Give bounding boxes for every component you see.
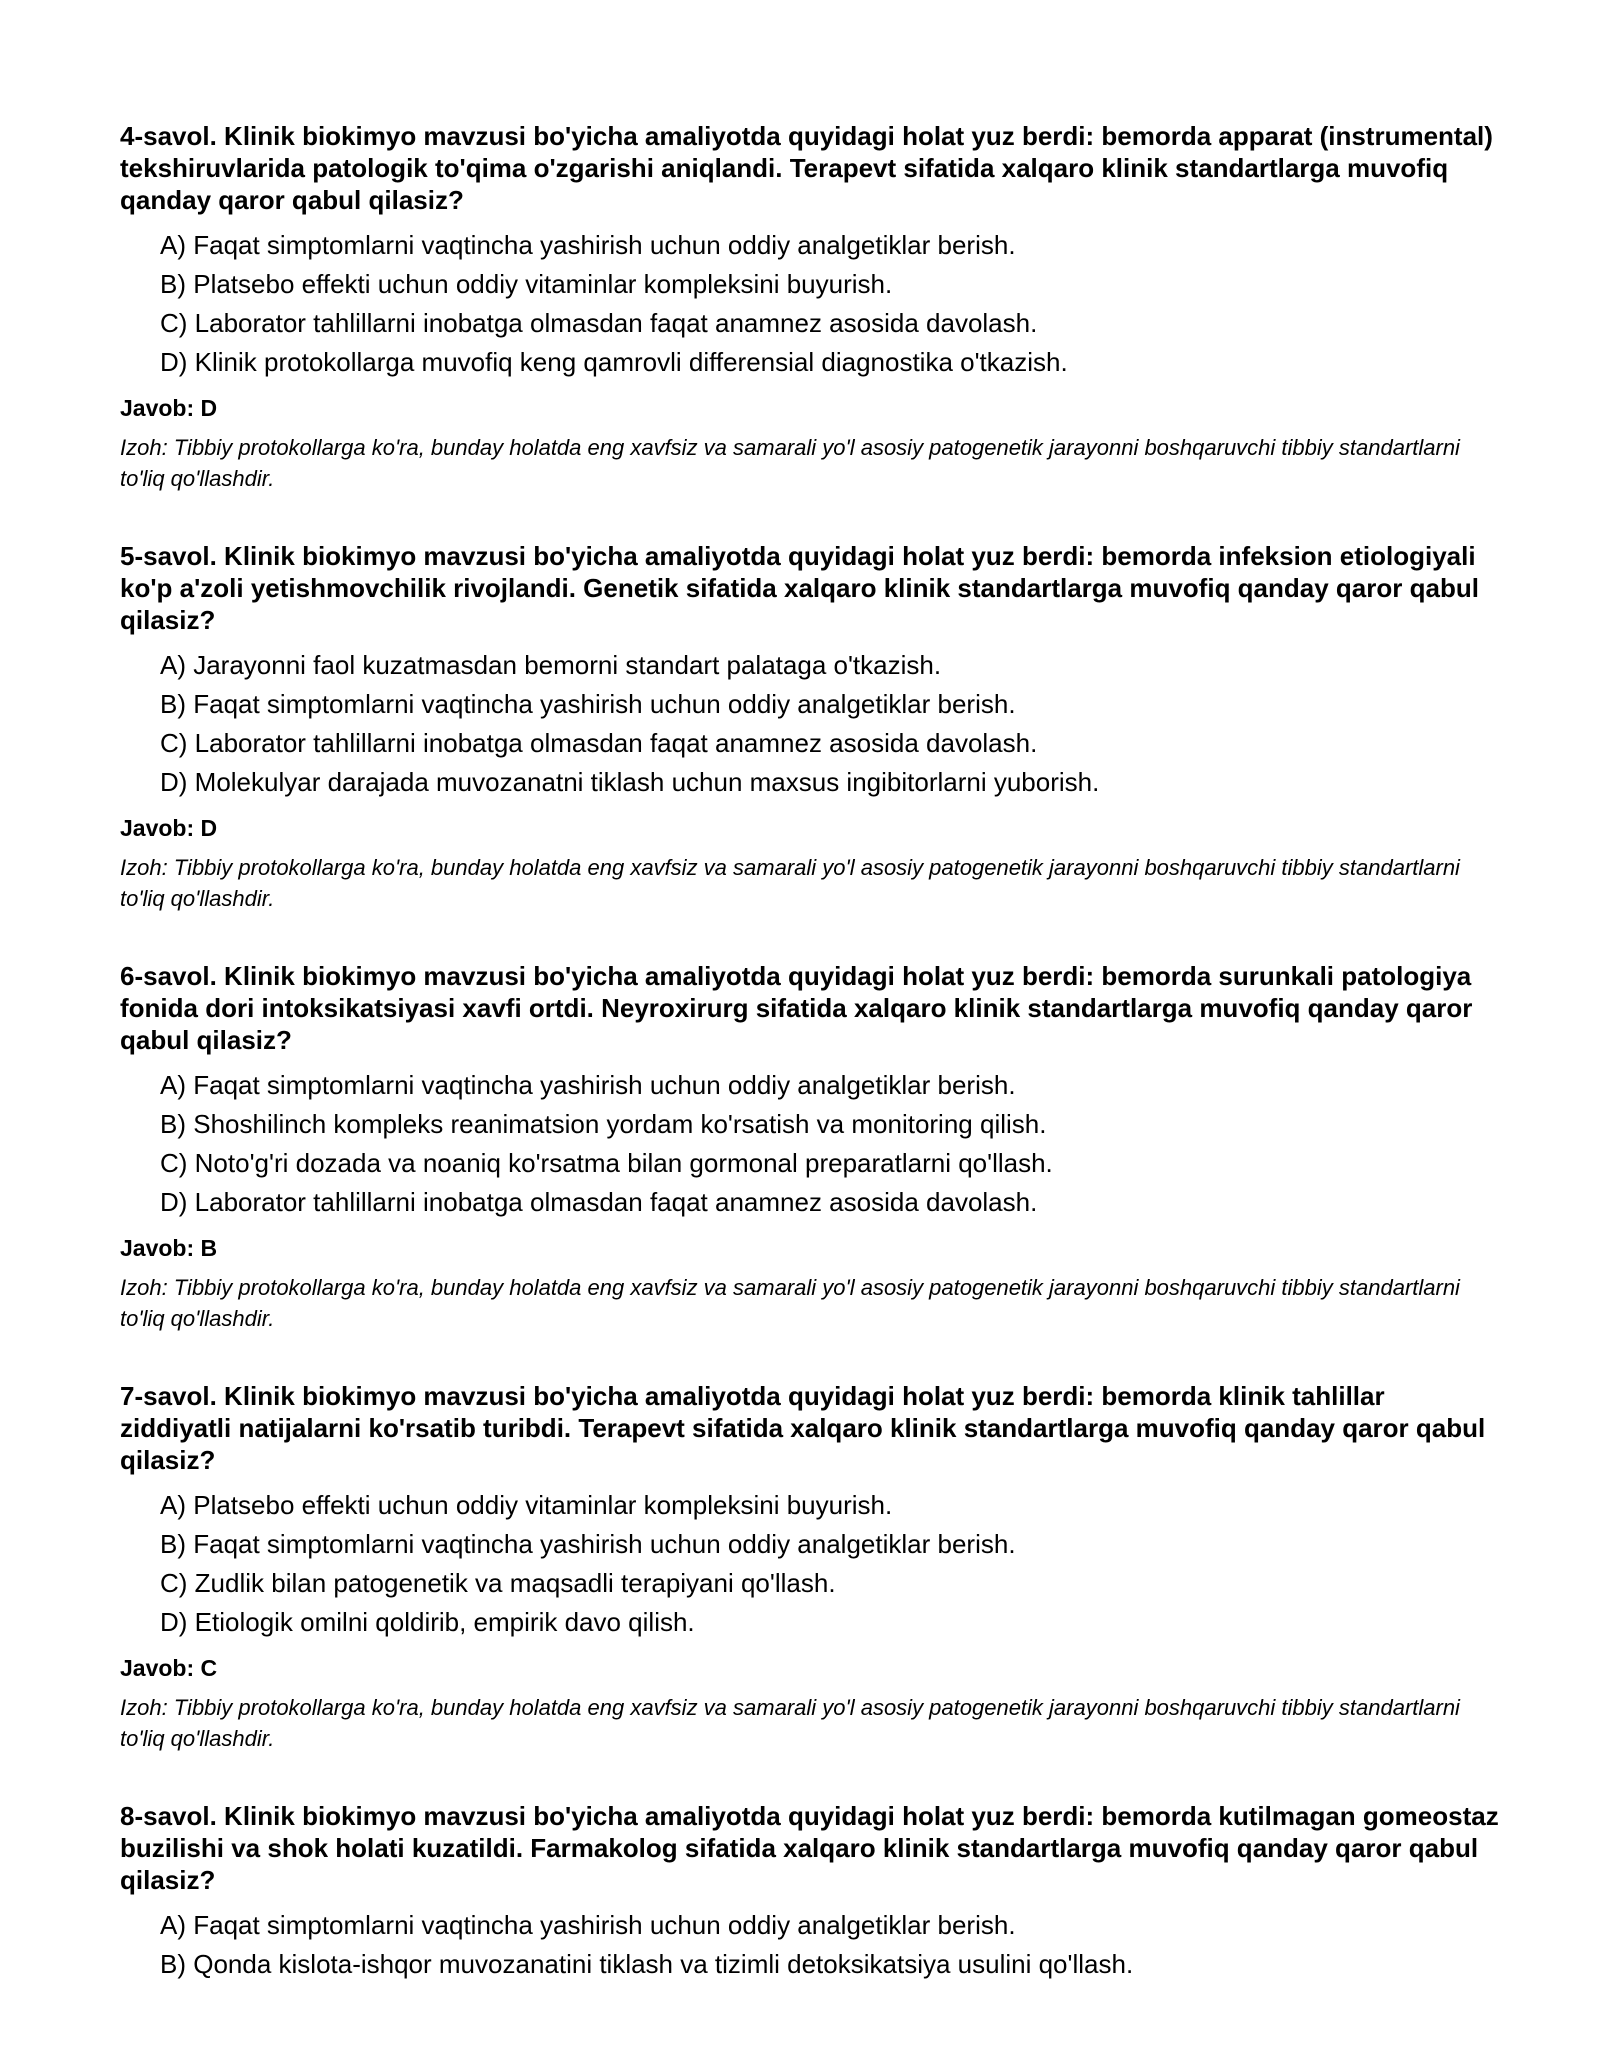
option-c: C) Laborator tahlillarni inobatga olmasdan faqat anamnez asosida davolash. (160, 728, 1038, 758)
option-c: C) Laborator tahlillarni inobatga olmasdan faqat anamnez asosida davolash. (160, 308, 1038, 338)
question-6 (120, 960, 1500, 1334)
question-title: 6-savol. Klinik biokimyo mavzusi bo'yicha amaliyotda quyidagi holat yuz berdi: bemorda surunkali patologiya fonida dori intoksikatsiyasi xavfi ortdi. Neyroxirurg sifatida xalqaro klinik standartlarga muvofiq qanday qaror qabul qilasiz? (120, 961, 1473, 1055)
explanation-note: Izoh: Tibbiy protokollarga ko'ra, bunday holatda eng xavfsiz va samarali yo'l asosiy patogenetik jarayonni boshqaruvchi tibbiy standartlarni to'liq qo'llashdir. (120, 855, 1460, 911)
option-b: B) Faqat simptomlarni vaqtincha yashirish uchun oddiy analgetiklar berish. (160, 689, 1016, 719)
option-b: B) Shoshilinch kompleks reanimatsion yordam ko'rsatish va monitoring qilish. (160, 1109, 1047, 1139)
option-c: C) Noto'g'ri dozada va noaniq ko'rsatma bilan gormonal preparatlarni qo'llash. (160, 1148, 1053, 1178)
option-a: A) Faqat simptomlarni vaqtincha yashirish uchun oddiy analgetiklar berish. (160, 1070, 1016, 1100)
answer-label: Javob: C (120, 1655, 218, 1681)
option-d: D) Klinik protokollarga muvofiq keng qamrovli differensial diagnostika o'tkazish. (160, 347, 1068, 377)
question-4 (120, 120, 1500, 494)
question-title: 8-savol. Klinik biokimyo mavzusi bo'yicha amaliyotda quyidagi holat yuz berdi: bemorda kutilmagan gomeostaz buzilishi va shok holati kuzatildi. Farmakolog sifatida xalqaro klinik standartlarga muvofiq qanday qaror qabul qilasiz? (120, 1801, 1499, 1895)
option-list (120, 226, 1500, 382)
explanation-note: Izoh: Tibbiy protokollarga ko'ra, bunday holatda eng xavfsiz va samarali yo'l asosiy patogenetik jarayonni boshqaruvchi tibbiy standartlarni to'liq qo'llashdir. (120, 435, 1460, 491)
option-list (120, 1066, 1500, 1222)
explanation-note: Izoh: Tibbiy protokollarga ko'ra, bunday holatda eng xavfsiz va samarali yo'l asosiy patogenetik jarayonni boshqaruvchi tibbiy standartlarni to'liq qo'llashdir. (120, 1275, 1460, 1331)
option-a: A) Platsebo effekti uchun oddiy vitaminlar kompleksini buyurish. (160, 1490, 893, 1520)
answer-label: Javob: B (120, 1235, 218, 1261)
option-a: A) Faqat simptomlarni vaqtincha yashirish uchun oddiy analgetiklar berish. (160, 230, 1016, 260)
explanation-note: Izoh: Tibbiy protokollarga ko'ra, bunday holatda eng xavfsiz va samarali yo'l asosiy patogenetik jarayonni boshqaruvchi tibbiy standartlarni to'liq qo'llashdir. (120, 1695, 1460, 1751)
question-8 (120, 1800, 1500, 1984)
option-a: A) Jarayonni faol kuzatmasdan bemorni standart palataga o'tkazish. (160, 650, 942, 680)
question-title: 5-savol. Klinik biokimyo mavzusi bo'yicha amaliyotda quyidagi holat yuz berdi: bemorda infeksion etiologiyali ko'p a'zoli yetishmovchilik rivojlandi. Genetik sifatida xalqaro klinik standartlarga muvofiq qanday qaror qabul qilasiz? (120, 541, 1479, 635)
option-b: B) Platsebo effekti uchun oddiy vitaminlar kompleksini buyurish. (160, 269, 893, 299)
question-5 (120, 540, 1500, 914)
option-list (120, 646, 1500, 802)
option-a: A) Faqat simptomlarni vaqtincha yashirish uchun oddiy analgetiklar berish. (160, 1910, 1016, 1940)
answer-label: Javob: D (120, 395, 218, 421)
question-title: 4-savol. Klinik biokimyo mavzusi bo'yicha amaliyotda quyidagi holat yuz berdi: bemorda apparat (instrumental) tekshiruvlarida patologik to'qima o'zgarishi aniqlandi. Terapevt sifatida xalqaro klinik standartlarga muvofiq qanday qaror qabul qilasiz? (120, 121, 1493, 215)
option-d: D) Molekulyar darajada muvozanatni tiklash uchun maxsus ingibitorlarni yuborish. (160, 767, 1100, 797)
option-d: D) Etiologik omilni qoldirib, empirik davo qilish. (160, 1607, 695, 1637)
question-7 (120, 1380, 1500, 1754)
document-page (120, 120, 1500, 2030)
option-b: B) Qonda kislota-ishqor muvozanatini tiklash va tizimli detoksikatsiya usulini qo'llash. (160, 1949, 1134, 1979)
option-d: D) Laborator tahlillarni inobatga olmasdan faqat anamnez asosida davolash. (160, 1187, 1038, 1217)
option-list (120, 1486, 1500, 1642)
question-title: 7-savol. Klinik biokimyo mavzusi bo'yicha amaliyotda quyidagi holat yuz berdi: bemorda klinik tahlillar ziddiyatli natijalarni ko'rsatib turibdi. Terapevt sifatida xalqaro klinik standartlarga muvofiq qanday qaror qabul qilasiz? (120, 1381, 1486, 1475)
answer-label: Javob: D (120, 815, 218, 841)
option-c: C) Zudlik bilan patogenetik va maqsadli terapiyani qo'llash. (160, 1568, 836, 1598)
option-b: B) Faqat simptomlarni vaqtincha yashirish uchun oddiy analgetiklar berish. (160, 1529, 1016, 1559)
option-list (120, 1906, 1500, 1984)
